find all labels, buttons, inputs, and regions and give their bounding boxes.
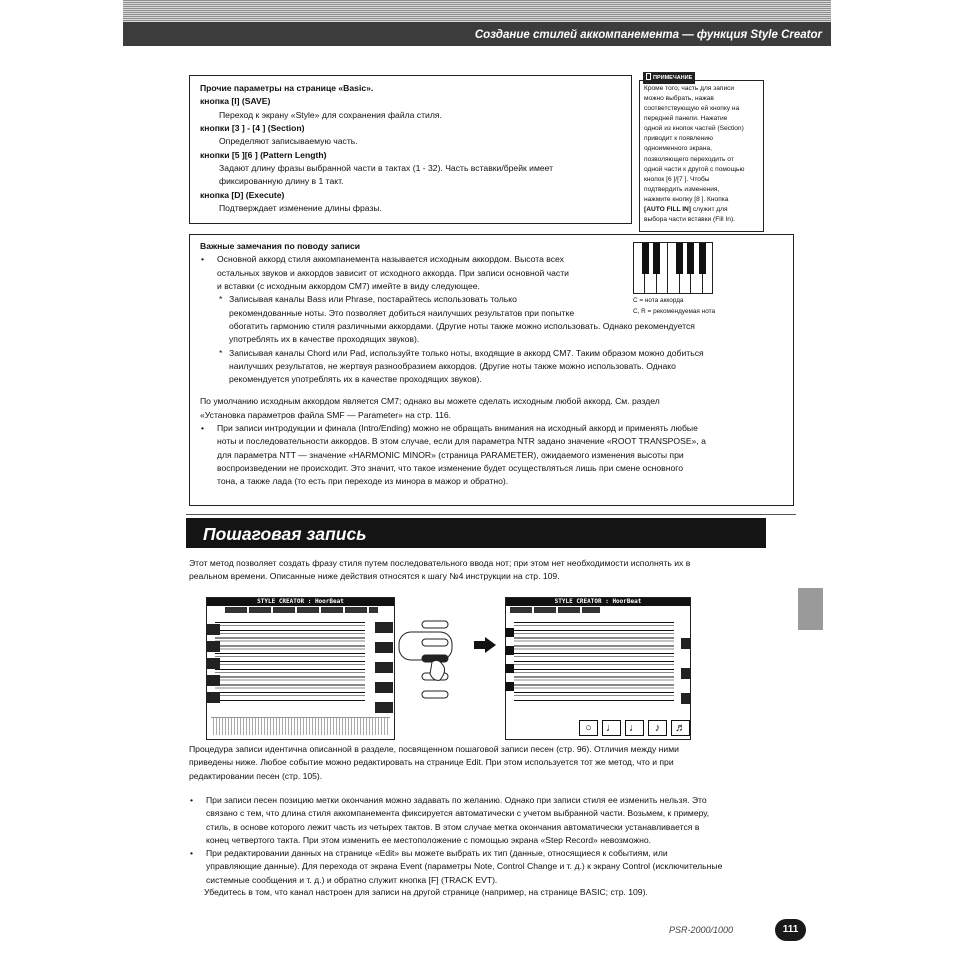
side-thumb-tab xyxy=(798,588,823,630)
note-line: можно выбрать, нажав xyxy=(644,95,714,103)
screen-button xyxy=(505,628,514,637)
black-key xyxy=(653,243,660,274)
screen-edit xyxy=(206,597,395,740)
note-icon xyxy=(646,73,651,80)
screen-button xyxy=(206,624,220,635)
note-line: выбора части вставки (Fill In). xyxy=(644,216,736,224)
screen-button xyxy=(375,682,393,693)
execute-desc: Подтверждает изменение длины фразы. xyxy=(219,202,382,213)
pattern-desc-1: Задают длину фразы выбранной части в тактах (1 - 32). Часть вставки/брейк имеет xyxy=(219,162,554,173)
note-line: передней панели. Нажатие xyxy=(644,115,728,123)
whole-note-icon: ○ xyxy=(579,720,598,736)
step-after: Процедура записи идентична описанной в разделе, посвященном пошаговой записи песен (стр. 96). Отличия между ними приведены ниже. Любое событие можно редактировать на странице Edit. При этом используется тот же метод, что и при редактировании песен (стр. 105). xyxy=(189,744,679,781)
panel-buttons-figure xyxy=(398,612,454,718)
section-label: кнопки [3 ] - [4 ] (Section) xyxy=(200,122,305,133)
half-note-icon: ♩ xyxy=(602,720,621,736)
section-rule xyxy=(186,514,796,515)
note-body xyxy=(639,80,764,232)
note-line: одной из кнопок частей (Section) xyxy=(644,125,744,133)
note-line: одноименного экрана, xyxy=(644,145,712,153)
note-line: соответствующую ей кнопку на xyxy=(644,105,740,113)
section-desc: Определяют записываемую часть. xyxy=(219,136,358,147)
basic-params-box xyxy=(189,75,632,224)
keyboard-diagram xyxy=(633,242,713,294)
step-last: Убедитесь в том, что канал настроен для записи на другой странице (например, на странице BASIC; стр. 109). xyxy=(204,887,648,897)
note-line xyxy=(644,205,760,215)
note-fill-label: [AUTO FILL IN] xyxy=(644,205,692,213)
page-number: 111 xyxy=(775,919,806,941)
default-chord-para: По умолчанию исходным аккордом является CM7; однако вы можете сделать исходным любой аккорд. См. раздел «Установка параметров файла SMF — Parameter» на стр. 116. xyxy=(200,396,660,420)
note-line: кнопок [6 ]/[7 ]. Чтобы xyxy=(644,175,710,183)
footer-model: PSR-2000/1000 xyxy=(669,925,734,935)
screen-edit-tabs xyxy=(225,607,378,613)
black-key xyxy=(699,243,706,274)
note-fill-rest: служит для xyxy=(691,205,728,213)
step-bullet-2: • При редактировании данных на странице «Edit» вы можете выбрать их тип (данные, относящиеся к событиям, или управляющие данные). Для перехода от экрана Event (параметры Note, Control Change и т. д.) к экрану Control (исключительные системные сообщения и т. д.) и обратно служит кнопка [F] (TRACK EVT). xyxy=(189,847,785,887)
execute-label: кнопка [D] (Execute) xyxy=(200,189,285,200)
step-bullet-1: • При записи песен позицию метки окончания можно задавать по желанию. Однако при записи стиля ее изменить нельзя. Это связано с тем, что длина стиля аккомпанемента фиксируется автоматически с учетом выбранной части. Возьмем, к примеру, стиль, в основе которого лежит часть из четырех тактов. В этом случае метка окончания автоматически устанавливается в конец четвертого такта. При этом изменить ее местоположение с помощью экрана «Step Record» невозможно. xyxy=(189,794,785,847)
screen-button xyxy=(375,702,393,713)
basic-heading: Прочие параметры на странице «Basic». xyxy=(200,83,374,93)
note-line: позволяющего переходить от xyxy=(644,155,734,163)
important-star-1: * Записывая каналы Bass или Phrase, постарайтесь использовать только рекомендованные ноты. Это позволяет добиться наилучших результатов при попытке xyxy=(200,293,783,320)
screen-button xyxy=(375,662,393,673)
save-desc: Переход к экрану «Style» для сохранения файла стиля. xyxy=(219,109,442,120)
screen-step-event-list xyxy=(514,622,674,702)
screen-button xyxy=(206,641,220,652)
section-title: Пошаговая запись xyxy=(186,518,766,548)
screen-edit-event-list xyxy=(215,622,365,702)
pattern-desc-2: фиксированную длину в 1 такт. xyxy=(219,176,344,187)
screen-button xyxy=(681,693,691,704)
keyboard-caption-1: C = нота аккорда xyxy=(633,297,684,304)
screen-button xyxy=(681,668,691,679)
screen-button xyxy=(375,622,393,633)
important-star-2: * Записывая каналы Chord или Pad, используйте только ноты, входящие в аккорд CM7. Таким образом можно добиться наилучших результатов, не жертвуя разнообразием аккордов. (Другие ноты также можно использовать. Однако рекомендуется употреблять их в качестве проходящих звуков). xyxy=(200,347,783,387)
screen-button xyxy=(681,638,691,649)
screen-step-tabs xyxy=(510,607,600,613)
important-star-1-cont: обогатить гармонию стиля различными аккордами. (Другие ноты также можно использовать. Однако рекомендуется употреблять их в качестве проходящих звуков). xyxy=(229,320,695,345)
note-tag: ПРИМЕЧАНИЕ xyxy=(643,72,695,84)
note-line: приводит к появлению xyxy=(644,135,713,143)
quarter-note-icon: ♩ xyxy=(625,720,644,736)
screen-button xyxy=(505,682,514,691)
arrow-right-icon xyxy=(474,637,496,653)
header-stripes xyxy=(123,0,831,22)
note-line: подтвердить изменения, xyxy=(644,185,720,193)
sixteenth-note-icon: ♬ xyxy=(671,720,690,736)
header-title: Создание стилей аккомпанемента — функция Style Creator xyxy=(123,22,831,46)
note-line: одной части к другой с помощью xyxy=(644,165,745,173)
screen-edit-footer xyxy=(211,717,390,735)
screen-button xyxy=(505,646,514,655)
black-key xyxy=(687,243,694,274)
note-line: нажмите кнопку [8 ]. Кнопка xyxy=(644,195,729,203)
important-bullet-2: • При записи интродукции и финала (Intro/Ending) можно не обращать внимания на исходный аккорд и применять любые ноты и последовательности аккордов. В этом случае, если для параметра NTR задано значение «ROOT TRANSPOSE», а для параметра NTT — значение «HARMONIC MINOR» (страница PARAMETER), ожидаемого изменения высоты при воспроизведении не происходит. Это значит, что такое изменение будет осуществляться лишь при смене основного тона, а также лада (то есть при переходе из минора в мажор и обратно). xyxy=(200,422,783,489)
black-key xyxy=(642,243,649,274)
note-panel xyxy=(639,70,764,232)
screen-step-title: STYLE CREATOR : HoorBeat xyxy=(506,598,690,606)
screen-step-record xyxy=(505,597,691,740)
screen-button xyxy=(505,664,514,673)
screen-button xyxy=(206,658,220,669)
important-heading: Важные замечания по поводу записи xyxy=(200,241,361,251)
screen-edit-title: STYLE CREATOR : HoorBeat xyxy=(207,598,394,606)
save-label: кнопка [I] (SAVE) xyxy=(200,96,271,107)
screen-button xyxy=(375,642,393,653)
screen-button xyxy=(206,692,220,703)
step-intro: Этот метод позволяет создать фразу стиля путем последовательного ввода нот; при этом нет необходимости исполнять их в реальном времени. Описанные ниже действия относятся к шагу №4 инструкции на стр. 109. xyxy=(189,558,691,582)
screen-button xyxy=(206,675,220,686)
important-bullet-1: • Основной аккорд стиля аккомпанемента называется исходным аккордом. Высота всех остальных звуков и аккордов зависит от исходного аккорда. При записи основной части и вставки (с исходным аккордом CM7) имейте в виду следующее. xyxy=(200,253,783,293)
black-key xyxy=(676,243,683,274)
pattern-label: кнопки [5 ][6 ] (Pattern Length) xyxy=(200,149,327,160)
keyboard-caption-2: C, R = рекомендуемая нота xyxy=(633,308,716,315)
eighth-note-icon: ♪ xyxy=(648,720,667,736)
note-line: Кроме того, часть для записи xyxy=(644,85,735,92)
